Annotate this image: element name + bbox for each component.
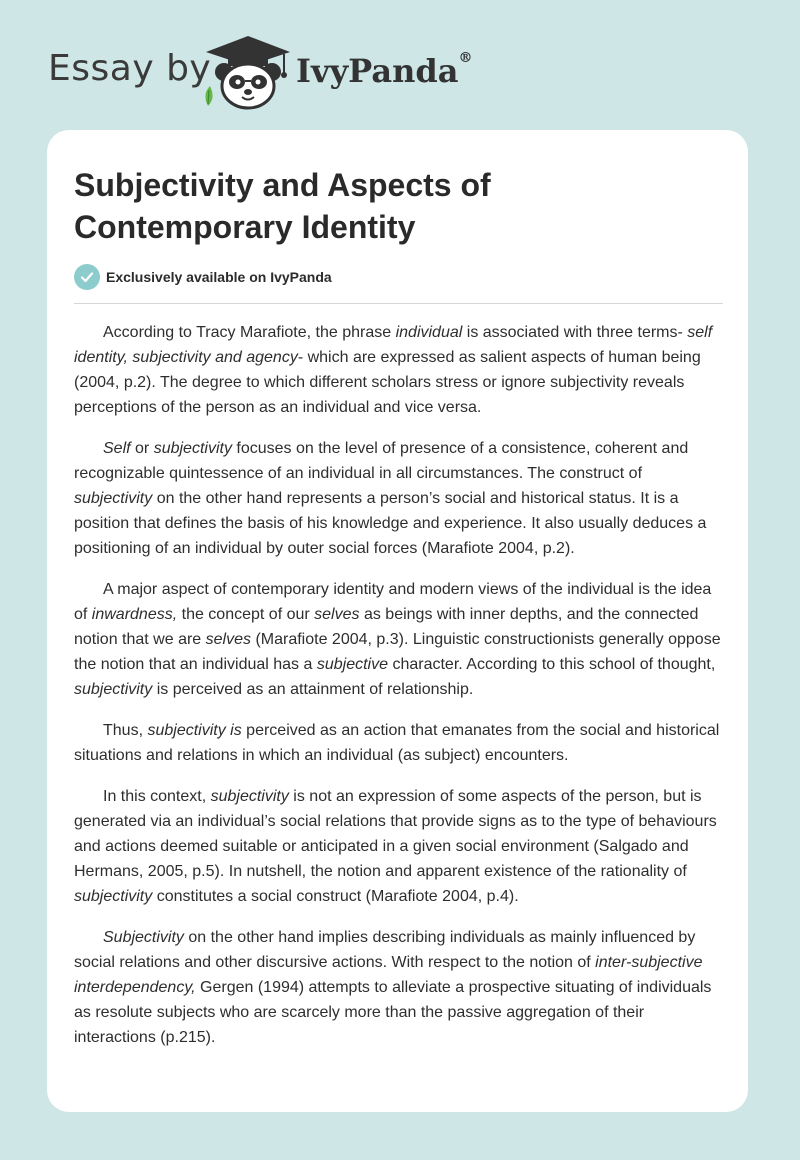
text-run: Thus, xyxy=(103,722,148,739)
italic-text: individual xyxy=(395,324,463,341)
italic-text: subjectivity xyxy=(74,490,153,507)
italic-text: subjectivity is xyxy=(147,722,242,739)
text-run: In this context, xyxy=(103,788,211,805)
text-run: on the other hand implies describing individuals as mainly influenced by social relations and other discursive actions. With respect to the notion of xyxy=(74,929,696,971)
text-run: character. According to this school of thought, xyxy=(388,656,716,673)
italic-text: inter-subjective interdependency, xyxy=(74,954,703,996)
paragraph xyxy=(74,436,723,561)
paragraph xyxy=(74,320,723,420)
essay-card xyxy=(47,130,748,1112)
text-run: According to Tracy Marafiote, the phrase xyxy=(103,324,396,341)
text-run: the concept of our xyxy=(177,606,315,623)
text-run: Gergen (1994) attempts to alleviate a prospective situating of individuals as resolute subjects who are scarcely more than the passive aggregation of their interactions (p.215). xyxy=(74,979,712,1046)
text-run: focuses on the level of presence of a consistence, coherent and recognizable quintessence of an individual in all circumstances. The construct of xyxy=(74,440,689,482)
exclusive-badge-label: Exclusively available on IvyPanda xyxy=(106,269,332,285)
paragraph xyxy=(74,718,723,768)
trademark-symbol: ® xyxy=(458,50,473,66)
panda-logo-icon[interactable] xyxy=(200,34,296,110)
page-title: Subjectivity and Aspects of Contemporary Identity xyxy=(74,167,491,245)
divider xyxy=(74,303,723,304)
italic-text: selves xyxy=(205,631,251,648)
paragraph xyxy=(74,925,723,1050)
italic-text: self identity, subjectivity and agency xyxy=(74,324,713,366)
text-run: is not an expression of some aspects of the person, but is generated via an individual’s social relations that provide signs as to the type of behaviours and actions deemed suitable or anticipated in a given social environment (Salgado and Hermans, 2005, p.5). In nutshell, the notion and apparent existence of the rationality of xyxy=(74,788,717,880)
exclusive-badge xyxy=(74,264,332,290)
text-run: is perceived as an attainment of relationship. xyxy=(152,681,474,698)
italic-text: Self xyxy=(103,440,131,457)
text-run: perceived as an action that emanates from the social and historical situations and relations in which an individual (as subject) encounters. xyxy=(74,722,720,764)
essay-body xyxy=(74,320,723,1066)
site-header xyxy=(0,0,800,130)
essay-by-label: Essay by xyxy=(48,48,212,89)
text-run: or xyxy=(130,440,154,457)
italic-text: subjective xyxy=(316,656,388,673)
italic-text: subjectivity xyxy=(74,681,153,698)
paragraph xyxy=(74,784,723,909)
text-run: as beings with inner depths, and the connected notion that we are xyxy=(74,606,699,648)
italic-text: selves xyxy=(314,606,360,623)
paragraph xyxy=(74,577,723,702)
italic-text: subjectivity xyxy=(74,888,153,905)
text-run: - which are expressed as salient aspects of human being (2004, p.2). The degree to which different scholars stress or ignore subjectivity reveals perceptions of the person as an individual and vice versa. xyxy=(74,349,701,416)
brand-name[interactable]: IvyPanda® xyxy=(296,50,473,90)
text-run: constitutes a social construct (Marafiote 2004, p.4). xyxy=(152,888,519,905)
checkmark-icon xyxy=(74,264,100,290)
text-run: on the other hand represents a person’s social and historical status. It is a position that defines the basis of his knowledge and experience. It also usually deduces a positioning of an individual by outer social forces (Marafiote 2004, p.2). xyxy=(74,490,707,557)
text-run: A major aspect of contemporary identity and modern views of the individual is the idea of xyxy=(74,581,712,623)
text-run: (Marafiote 2004, p.3). Linguistic constructionists generally oppose the notion that an individual has a xyxy=(74,631,721,673)
italic-text: subjectivity xyxy=(153,440,232,457)
italic-text: subjectivity xyxy=(210,788,289,805)
italic-text: inwardness, xyxy=(91,606,178,623)
italic-text: Subjectivity xyxy=(103,929,184,946)
text-run: is associated with three terms- xyxy=(462,324,688,341)
